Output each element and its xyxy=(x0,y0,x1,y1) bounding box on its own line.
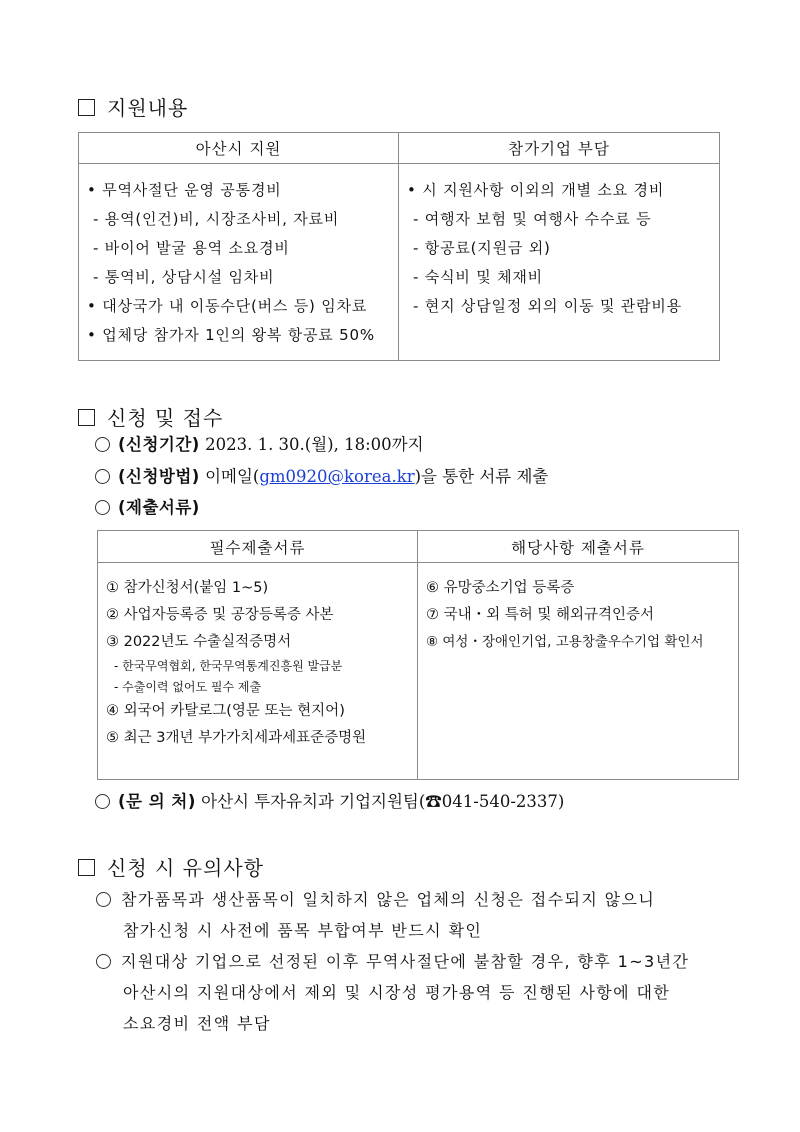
company-burden-cell xyxy=(399,164,720,361)
section-title-notes xyxy=(78,852,264,881)
documents-label: (제출서류) xyxy=(118,498,200,517)
list-item: - 한국무역협회, 한국무역통계진흥원 발급분 xyxy=(114,659,343,673)
checkbox-square-icon xyxy=(78,859,95,876)
note-line: 참가신청 시 사전에 품목 부합여부 반드시 확인 xyxy=(123,921,483,940)
method-suffix: )을 통한 서류 제출 xyxy=(414,467,549,486)
section-title-text: 신청 및 접수 xyxy=(107,406,224,430)
section-title-text: 지원내용 xyxy=(107,96,189,120)
table-header-company-burden: 참가기업 부담 xyxy=(399,133,720,164)
table-header-conditional-docs: 해당사항 제출서류 xyxy=(418,531,739,563)
circle-bullet-icon xyxy=(95,500,110,515)
circle-bullet-icon xyxy=(96,892,111,907)
conditional-docs-list xyxy=(418,563,738,656)
checkbox-square-icon xyxy=(78,99,95,116)
application-documents xyxy=(95,497,200,519)
phone-icon: ☎ xyxy=(425,792,442,811)
checkbox-square-icon xyxy=(78,409,95,426)
contact-suffix: ) xyxy=(557,792,565,811)
period-value: 2023. 1. 30.(월), 18:00까지 xyxy=(199,435,424,454)
list-item: - 수출이력 없어도 필수 제출 xyxy=(114,680,262,694)
list-item: - 현지 상담일정 외의 이동 및 관람비용 xyxy=(413,297,682,315)
period-label: (신청기간) xyxy=(118,435,200,454)
list-item: - 숙식비 및 체재비 xyxy=(413,268,543,286)
list-item: - 바이어 발굴 용역 소요경비 xyxy=(93,239,290,257)
application-method xyxy=(95,466,548,488)
list-item: - 여행자 보험 및 여행사 수수료 등 xyxy=(413,210,652,228)
list-item: ⑤ 최근 3개년 부가가치세과세표준증명원 xyxy=(106,730,367,746)
section-title-text: 신청 시 유의사항 xyxy=(107,856,264,880)
method-prefix: 이메일( xyxy=(199,467,260,486)
city-support-list xyxy=(79,164,398,350)
note-line: 참가품목과 생산품목이 일치하지 않은 업체의 신청은 접수되지 않으니 xyxy=(121,890,656,909)
list-item: ① 참가신청서(붙임 1~5) xyxy=(106,580,269,596)
city-support-cell xyxy=(79,164,399,361)
section-title-application xyxy=(78,402,223,431)
application-period xyxy=(95,434,424,456)
company-burden-list xyxy=(399,164,719,321)
list-item: • 시 지원사항 이외의 개별 소요 경비 xyxy=(407,181,665,199)
documents-table xyxy=(97,530,739,780)
list-item: - 용역(인건)비, 시장조사비, 자료비 xyxy=(93,210,340,228)
list-item: ⑦ 국내・외 특허 및 해외규격인증서 xyxy=(426,607,655,623)
required-docs-list xyxy=(98,563,417,752)
list-item: • 업체당 참가자 1인의 왕복 항공료 50% xyxy=(87,326,375,344)
list-item: ⑥ 유망중소기업 등록증 xyxy=(426,580,575,596)
circle-bullet-icon xyxy=(95,437,110,452)
circle-bullet-icon xyxy=(96,954,111,969)
list-item: ④ 외국어 카탈로그(영문 또는 현지어) xyxy=(106,703,345,719)
contact-label: (문 의 처) xyxy=(118,792,196,811)
table-header-city-support: 아산시 지원 xyxy=(79,133,399,164)
list-item: ② 사업자등록증 및 공장등록증 사본 xyxy=(106,607,334,623)
note-item-2 xyxy=(96,946,689,1039)
list-item: ⑧ 여성・장애인기업, 고용창출우수기업 확인서 xyxy=(426,634,704,650)
list-item: - 항공료(지원금 외) xyxy=(413,239,551,257)
contact-info xyxy=(95,791,564,813)
list-item: ③ 2022년도 수출실적증명서 xyxy=(106,634,292,650)
list-item: - 통역비, 상담시설 임차비 xyxy=(93,268,275,286)
contact-value: 아산시 투자유치과 기업지원팀( xyxy=(195,792,426,811)
circle-bullet-icon xyxy=(95,794,110,809)
conditional-docs-cell xyxy=(418,563,739,780)
note-line: 소요경비 전액 부담 xyxy=(123,1014,271,1033)
section-title-support xyxy=(78,92,188,121)
circle-bullet-icon xyxy=(95,469,110,484)
list-item: • 대상국가 내 이동수단(버스 등) 임차료 xyxy=(87,297,368,315)
support-table xyxy=(78,132,720,361)
required-docs-cell xyxy=(98,563,418,780)
list-item: • 무역사절단 운영 공통경비 xyxy=(87,181,282,199)
method-label: (신청방법) xyxy=(118,467,200,486)
note-line: 아산시의 지원대상에서 제외 및 시장성 평가용역 등 진행된 사항에 대한 xyxy=(123,983,671,1002)
note-line: 지원대상 기업으로 선정된 이후 무역사절단에 불참할 경우, 향후 1~3년간 xyxy=(121,952,690,971)
email-link[interactable]: gm0920@korea.kr xyxy=(259,467,415,486)
note-item-1 xyxy=(96,884,655,946)
contact-phone: 041-540-2337 xyxy=(441,792,558,811)
table-header-required-docs: 필수제출서류 xyxy=(98,531,418,563)
